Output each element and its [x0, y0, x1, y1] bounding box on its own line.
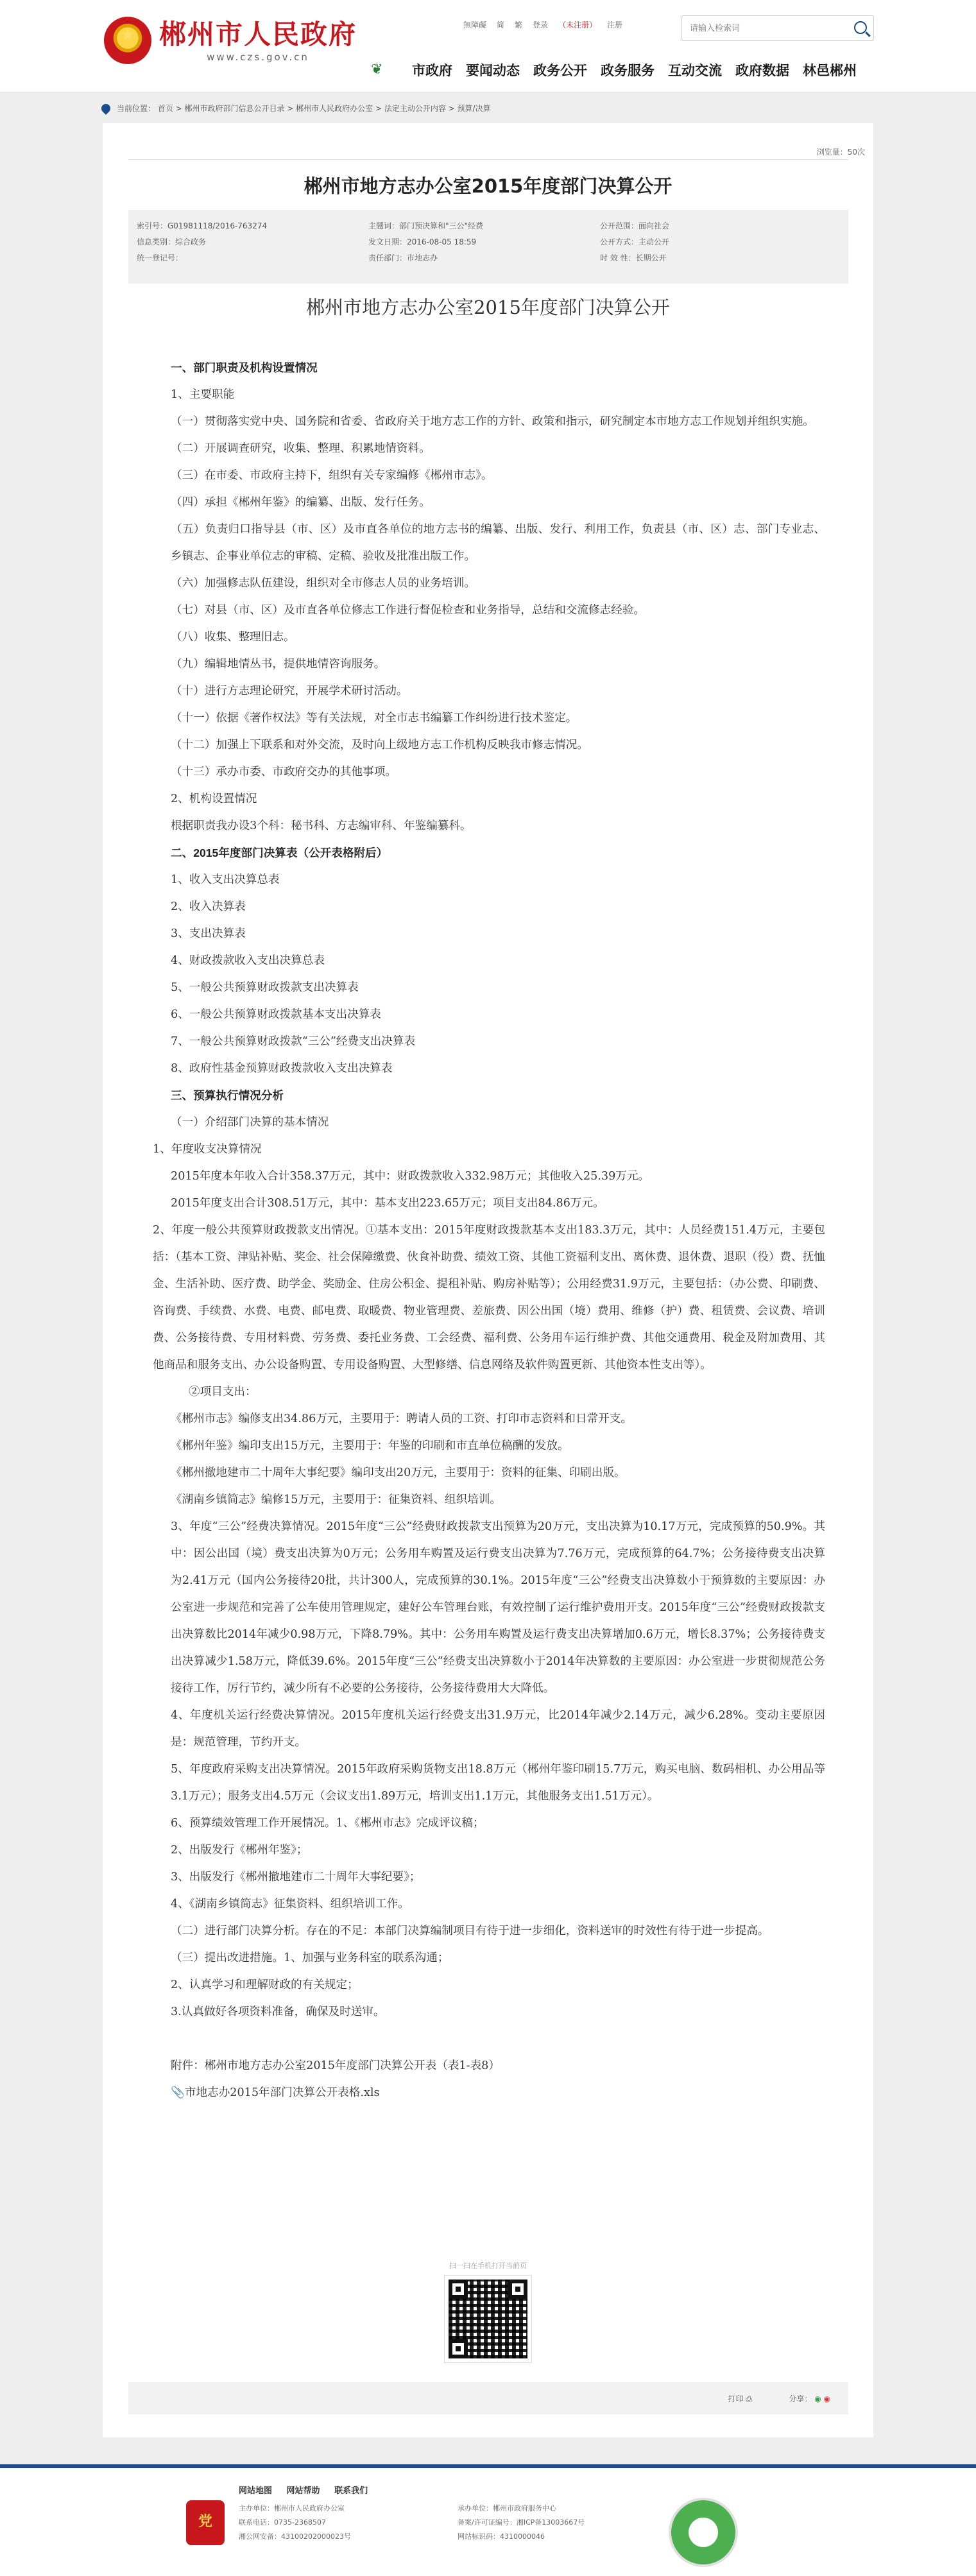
site-logo[interactable]	[104, 17, 357, 64]
register-link[interactable]: 注册	[607, 21, 623, 30]
body-paragraph: （一）介绍部门决算的基本情况	[171, 1116, 329, 1129]
main-nav	[371, 59, 870, 81]
body-paragraph: 2、认真学习和理解财政的有关规定；	[171, 1979, 359, 1991]
national-emblem-icon	[104, 17, 151, 64]
simplified-link[interactable]: 简	[497, 21, 505, 30]
body-paragraph: 《郴州市志》编修支出34.86万元，主要用于：聘请人员的工资、打印市志资料和日常开支。	[171, 1413, 632, 1425]
body-paragraph: （十二）加强上下联系和对外交流，及时向上级地方志工作机构反映我市修志情况。	[171, 739, 588, 751]
weibo-icon[interactable]: ◉	[823, 2394, 830, 2403]
footer-siteid: 网站标识码：4310000046	[458, 2532, 545, 2541]
nav-city-government[interactable]: 市政府	[412, 63, 452, 78]
body-paragraph: 二、2015年度部门决算表（公开表格附后）	[171, 846, 388, 859]
body-paragraph: 三、预算执行情况分析	[171, 1089, 284, 1102]
search-box	[681, 15, 874, 41]
meta-topic: 主题词：部门预决算和"三公"经费	[368, 221, 484, 230]
body-paragraph: （五）负责归口指导县（市、区）及市直各单位的地方志书的编纂、出版、发行、利用工作，负责县（市、区）志、部门专业志、乡镇志、企事业单位志的审稿、定稿、验收及批准出版工作。	[171, 523, 825, 563]
government-site-error-report-icon[interactable]	[669, 2498, 738, 2567]
body-paragraph: 一、部门职责及机构设置情况	[171, 361, 318, 374]
body-paragraph: 2015年度支出合计308.51万元，其中：基本支出223.65万元；项目支出84.86万元。	[171, 1197, 604, 1210]
body-paragraph: 1、主要职能	[171, 388, 235, 401]
body-paragraph: （四）承担《郴州年鉴》的编纂、出版、发行任务。	[171, 496, 431, 509]
page-title: 郴州市地方志办公室2015年度部门决算公开	[304, 175, 672, 197]
body-paragraph: 4、《湖南乡镇简志》征集资料、组织培训工作。	[171, 1898, 409, 1911]
meta-info-type: 信息类别：综合政务	[137, 237, 207, 246]
footer-left-info	[239, 2502, 351, 2544]
site-header	[0, 0, 976, 92]
body-paragraph: （三）在市委、市政府主持下，组织有关专家编修《郴州市志》。	[171, 469, 493, 482]
body-paragraph: 2、机构设置情况	[171, 793, 257, 805]
meta-form: 公开方式：主动公开	[600, 237, 670, 246]
meta-date: 发文日期：2016-08-05 18:59	[368, 237, 477, 246]
top-links	[463, 19, 633, 30]
footer-icp[interactable]: 备案/许可证编号：湘ICP备13003667号	[458, 2518, 585, 2527]
body-paragraph: ②项目支出：	[189, 1386, 257, 1398]
body-paragraph: （十三）承办市委、市政府交办的其他事项。	[171, 766, 397, 778]
body-paragraph: 3、出版发行《郴州撤地建市二十周年大事纪要》；	[171, 1871, 421, 1884]
body-paragraph: 《郴州撤地建市二十周年大事纪要》编印支出20万元，主要用于：资料的征集、印刷出版。	[171, 1466, 626, 1479]
body-paragraph: 《湖南乡镇简志》编修15万元，主要用于：征集资料、组织培训。	[171, 1493, 502, 1506]
login-link[interactable]: 登录	[533, 21, 549, 30]
body-paragraph: （七）对县（市、区）及市直各单位修志工作进行督促检查和业务指导，总结和交流修志经验。	[171, 604, 645, 617]
body-paragraph: 1、收入支出决算总表	[171, 873, 280, 886]
forest-city-logo-icon: ❦	[371, 62, 383, 78]
meta-scope: 公开范围：面向社会	[600, 221, 670, 230]
body-paragraph[interactable]: 📎市地志办2015年部门决算公开表格.xls	[171, 2086, 380, 2099]
body-paragraph: 2、收入决算表	[171, 900, 246, 913]
body-paragraph: 4、财政拨款收入支出决算总表	[171, 954, 325, 967]
meta-dept: 责任部门：市地志办	[368, 253, 438, 262]
sitemap-link[interactable]: 网站地图	[239, 2486, 273, 2496]
site-title	[159, 18, 357, 63]
nav-interaction[interactable]: 互动交流	[668, 63, 722, 78]
site-footer	[0, 2464, 976, 2576]
body-paragraph: （十）进行方志理论研究，开展学术研讨活动。	[171, 685, 408, 698]
article-panel	[103, 123, 873, 2437]
breadcrumb-text[interactable]: 当前位置： 首页 > 郴州市政府部门信息公开目录 > 郴州市人民政府办公室 > 法定主动公开内容 > 预算/决算	[117, 104, 491, 113]
print-label: 打印	[728, 2394, 744, 2403]
nav-government-services[interactable]: 政务服务	[601, 63, 655, 78]
share-area	[789, 2393, 830, 2404]
print-button[interactable]	[728, 2393, 752, 2404]
footer-police[interactable]: 湘公网安备：43100202000023号	[239, 2532, 351, 2541]
help-link[interactable]: 网站帮助	[286, 2486, 320, 2496]
body-paragraph: 7、一般公共预算财政拨款“三公”经费支出决算表	[171, 1035, 416, 1048]
qr-code-icon	[445, 2276, 531, 2362]
footer-undertake: 承办单位：郴州市政府服务中心	[458, 2504, 556, 2512]
party-badge-icon[interactable]	[186, 2500, 225, 2545]
body-paragraph: 2、年度一般公共预算财政拨款支出情况。①基本支出：2015年度财政拨款基本支出183.3万元，其中：人员经费151.4万元，主要包括：（基本工资、津贴补贴、奖金、社会保障缴费、伙食补助费、绩效工资、其他工资福利支出、离休费、退休费、退职（役）费、抚恤金、生活补助、医疗费、助学金、奖励金、住房公积金、提租补贴、购房补贴等）；公用经费31.9万元，主要包括：（办公费、印刷费、咨询费、手续费、水费、电费、邮电费、取暖费、物业管理费、差旅费、因公出国（境）费用、维修（护）费、租赁费、会议费、培训费、公务接待费、专用材料费、劳务费、委托业务费、工会经费、福利费、公务用车运行维护费、其他交通费用、税金及附加费用、其他商品和服务支出、办公设备购置、专用设备购置、大型修缮、信息网络及软件购置更新、其他资本性支出等）。	[153, 1224, 825, 1371]
body-paragraph: 根据职责我办设3个科：秘书科、方志编审科、年鉴编纂科。	[171, 820, 472, 832]
body-paragraph: 附件：郴州市地方志办公室2015年度部门决算公开表（表1-表8）	[171, 2059, 500, 2072]
body-paragraph: （六）加强修志队伍建设，组织对全市修志人员的业务培训。	[171, 577, 476, 590]
body-paragraph: 《郴州年鉴》编印支出15万元，主要用于：年鉴的印刷和市直单位稿酬的发放。	[171, 1439, 569, 1452]
breadcrumb	[101, 103, 491, 114]
body-paragraph: （二）开展调查研究，收集、整理、积累地情资料。	[171, 442, 431, 455]
location-pin-icon	[99, 102, 112, 115]
footer-links	[239, 2484, 379, 2496]
footer-phone: 联系电话：0735-2368507	[239, 2518, 326, 2527]
search-input[interactable]	[682, 16, 836, 40]
nav-news[interactable]: 要闻动态	[466, 63, 520, 78]
wechat-icon[interactable]: ◉	[814, 2394, 821, 2403]
meta-doc-no: 统一登记号：	[137, 253, 184, 262]
printer-icon: ⎙	[746, 2394, 752, 2403]
body-paragraph: 1、年度收支决算情况	[153, 1143, 262, 1156]
body-paragraph: 6、一般公共预算财政拨款基本支出决算表	[171, 1008, 381, 1021]
body-paragraph: 3.认真做好各项资料准备，确保及时送审。	[171, 2005, 385, 2018]
meta-index-no: 索引号：G01981118/2016-763274	[137, 221, 268, 230]
body-paragraph: （八）收集、整理旧志。	[171, 631, 295, 644]
footer-sponsor: 主办单位：郴州市人民政府办公室	[239, 2504, 345, 2512]
meta-validity: 时 效 性：长期公开	[600, 253, 667, 262]
body-paragraph: （九）编辑地情丛书，提供地情咨询服务。	[171, 658, 386, 671]
qr-label: 扫一扫在手机打开当前页	[449, 2262, 527, 2270]
body-paragraph: （二）进行部门决算分析。存在的不足：本部门决算编制项目有待于进一步细化，资料送审的时效性有待于进一步提高。	[171, 1925, 769, 1937]
body-paragraph: 2015年度本年收入合计358.37万元，其中：财政拨款收入332.98万元；其他收入25.39万元。	[171, 1170, 650, 1183]
view-count: 浏览量：50次	[816, 148, 865, 157]
body-paragraph	[153, 2025, 825, 2052]
nav-government-affairs[interactable]: 政务公开	[533, 63, 587, 78]
metadata-table	[128, 210, 848, 284]
traditional-link[interactable]: 繁	[515, 21, 523, 30]
qr-block	[445, 2260, 531, 2376]
body-paragraph: 5、年度政府采购支出决算情况。2015年政府采购货物支出18.8万元（郴州年鉴印刷15.7万元，购买电脑、数码相机、办公用品等3.1万元）；服务支出4.5万元（会议支出1.89万元，培训支出1.1万元，其他服务支出1.51万元）。	[171, 1763, 825, 1803]
article-body	[153, 354, 825, 2106]
body-paragraph: 8、政府性基金预算财政拨款收入支出决算表	[171, 1062, 393, 1075]
nav-linyi-chenzhou[interactable]: 林邑郴州	[803, 63, 857, 78]
unregistered-hint: （未注册）	[558, 21, 597, 30]
article-subtitle: 郴州市地方志办公室2015年度部门决算公开	[306, 296, 670, 318]
body-paragraph: 6、预算绩效管理工作开展情况。1、《郴州市志》完成评议稿；	[171, 1817, 484, 1830]
site-url: www.czs.gov.cn	[207, 51, 309, 63]
accessibility-link[interactable]: 無障礙	[463, 21, 487, 30]
contact-link[interactable]: 联系我们	[334, 2486, 368, 2496]
body-paragraph: 4、年度机关运行经费决算情况。2015年度机关运行经费支出31.9万元，比2014年减少2.14万元，减少6.28%。变动主要原因是：规范管理，节约开支。	[171, 1709, 825, 1749]
body-paragraph: （一）贯彻落实党中央、国务院和省委、省政府关于地方志工作的方针、政策和指示，研究制定本市地方志工作规划并组织实施。	[171, 415, 814, 428]
body-paragraph: 2、出版发行《郴州年鉴》；	[171, 1844, 308, 1857]
print-share-bar	[128, 2382, 848, 2414]
body-paragraph: 5、一般公共预算财政拨款支出决算表	[171, 981, 359, 994]
footer-right-info	[458, 2502, 585, 2544]
body-paragraph: （十一）依据《著作权法》等有关法规，对全市志书编纂工作纠纷进行技术鉴定。	[171, 712, 578, 725]
divider	[128, 159, 848, 160]
body-paragraph: （三）提出改进措施。1、加强与业务科室的联系沟通；	[171, 1952, 449, 1964]
body-paragraph: 3、支出决算表	[171, 927, 246, 940]
share-label: 分享：	[789, 2394, 812, 2403]
nav-government-data[interactable]: 政府数据	[735, 63, 789, 78]
search-icon[interactable]	[854, 21, 867, 34]
site-name: 郴州市人民政府	[159, 19, 357, 50]
body-paragraph: 3、年度“三公”经费决算情况。2015年度“三公”经费财政拨款支出预算为20万元，支出决算为10.17万元，完成预算的50.9%。其中：因公出国（境）费支出决算为0万元；公务用车购置及运行费支出决算为7.76万元，完成预算的64.7%；公务接待费支出决算为2.41万元（国内公务接待20批，共计300人，完成预算的30.1%。2015年度“三公”经费支出决算数小于预算数的主要原因：办公室进一步规范和完善了公车使用管理规定，建好公车管理台账，有效控制了运行维护费用开支。2015年度“三公”经费财政拨款支出决算数比2014年减少0.98万元，下降8.79%。其中：公务用车购置及运行费支出决算增加0.6万元，增长8.37%；公务接待费支出决算减少1.58万元，降低39.6%。2015年度“三公”经费支出决算数小于2014年决算数的主要原因：办公室进一步贯彻规范公务接待工作，厉行节约，减少所有不必要的公务接待，公务接待费用大大降低。	[171, 1520, 825, 1695]
